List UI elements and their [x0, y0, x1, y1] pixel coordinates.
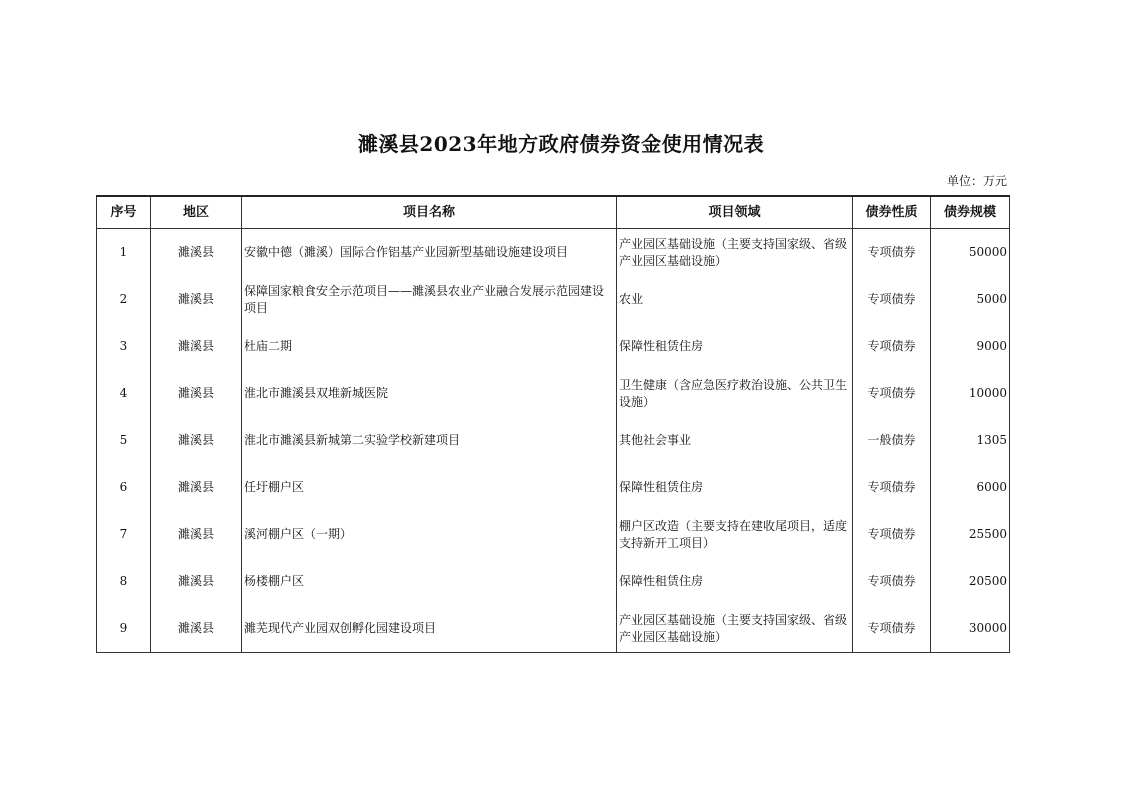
- header-project-name: 项目名称: [242, 196, 617, 229]
- table-row: [97, 229, 1010, 277]
- cell-bond-scale: 30000: [931, 605, 1010, 653]
- cell-bond-type: 专项债券: [853, 511, 931, 558]
- cell-serial: 4: [97, 370, 151, 417]
- cell-bond-scale: 25500: [931, 511, 1010, 558]
- cell-project-field: 棚户区改造（主要支持在建收尾项目，适度支持新开工项目）: [617, 511, 853, 558]
- table-row: [97, 417, 1010, 464]
- cell-region: 濉溪县: [151, 370, 242, 417]
- cell-region: 濉溪县: [151, 558, 242, 605]
- header-serial: 序号: [97, 196, 151, 229]
- cell-project-name: 溪河棚户区（一期）: [242, 511, 617, 558]
- header-region: 地区: [151, 196, 242, 229]
- cell-bond-scale: 50000: [931, 229, 1010, 277]
- cell-region: 濉溪县: [151, 464, 242, 511]
- cell-project-name: 保障国家粮食安全示范项目——濉溪县农业产业融合发展示范园建设项目: [242, 276, 617, 323]
- cell-project-name: 淮北市濉溪县新城第二实验学校新建项目: [242, 417, 617, 464]
- cell-project-name: 杨楼棚户区: [242, 558, 617, 605]
- cell-bond-type: 专项债券: [853, 370, 931, 417]
- table-row: [97, 276, 1010, 323]
- cell-project-field: 保障性租赁住房: [617, 464, 853, 511]
- cell-region: 濉溪县: [151, 276, 242, 323]
- header-bond-scale: 债券规模: [931, 196, 1010, 229]
- table-row: [97, 511, 1010, 558]
- table-header-row: [97, 196, 1010, 229]
- cell-bond-scale: 20500: [931, 558, 1010, 605]
- cell-region: 濉溪县: [151, 417, 242, 464]
- cell-bond-scale: 9000: [931, 323, 1010, 370]
- cell-region: 濉溪县: [151, 323, 242, 370]
- document-title: 濉溪县2023年地方政府债券资金使用情况表: [357, 132, 765, 156]
- cell-serial: 8: [97, 558, 151, 605]
- cell-bond-scale: 10000: [931, 370, 1010, 417]
- table-row: [97, 558, 1010, 605]
- cell-serial: 5: [97, 417, 151, 464]
- cell-bond-scale: 1305: [931, 417, 1010, 464]
- cell-project-field: 保障性租赁住房: [617, 558, 853, 605]
- unit-label: 单位：万元: [946, 174, 1007, 188]
- table-row: [97, 370, 1010, 417]
- cell-bond-scale: 5000: [931, 276, 1010, 323]
- cell-bond-type: 专项债券: [853, 276, 931, 323]
- cell-bond-type: 专项债券: [853, 464, 931, 511]
- cell-project-field: 保障性租赁住房: [617, 323, 853, 370]
- cell-serial: 9: [97, 605, 151, 653]
- cell-serial: 7: [97, 511, 151, 558]
- cell-bond-type: 专项债券: [853, 558, 931, 605]
- cell-project-name: 濉芜现代产业园双创孵化园建设项目: [242, 605, 617, 653]
- cell-bond-type: 专项债券: [853, 605, 931, 653]
- table-row: [97, 605, 1010, 653]
- cell-project-name: 任圩棚户区: [242, 464, 617, 511]
- cell-bond-type: 一般债券: [853, 417, 931, 464]
- cell-serial: 6: [97, 464, 151, 511]
- cell-serial: 1: [97, 229, 151, 277]
- header-bond-type: 债券性质: [853, 196, 931, 229]
- cell-project-field: 产业园区基础设施（主要支持国家级、省级产业园区基础设施）: [617, 605, 853, 653]
- cell-bond-type: 专项债券: [853, 323, 931, 370]
- cell-project-field: 农业: [617, 276, 853, 323]
- cell-bond-type: 专项债券: [853, 229, 931, 277]
- header-project-field: 项目领域: [617, 196, 853, 229]
- table-row: [97, 323, 1010, 370]
- cell-serial: 3: [97, 323, 151, 370]
- cell-project-name: 安徽中德（濉溪）国际合作铝基产业园新型基础设施建设项目: [242, 229, 617, 277]
- cell-project-name: 淮北市濉溪县双堆新城医院: [242, 370, 617, 417]
- cell-project-name: 杜庙二期: [242, 323, 617, 370]
- cell-bond-scale: 6000: [931, 464, 1010, 511]
- cell-project-field: 产业园区基础设施（主要支持国家级、省级产业园区基础设施）: [617, 229, 853, 277]
- cell-project-field: 其他社会事业: [617, 417, 853, 464]
- cell-serial: 2: [97, 276, 151, 323]
- table-row: [97, 464, 1010, 511]
- cell-region: 濉溪县: [151, 605, 242, 653]
- cell-project-field: 卫生健康（含应急医疗救治设施、公共卫生设施）: [617, 370, 853, 417]
- cell-region: 濉溪县: [151, 511, 242, 558]
- bond-usage-table: [96, 195, 1010, 653]
- cell-region: 濉溪县: [151, 229, 242, 277]
